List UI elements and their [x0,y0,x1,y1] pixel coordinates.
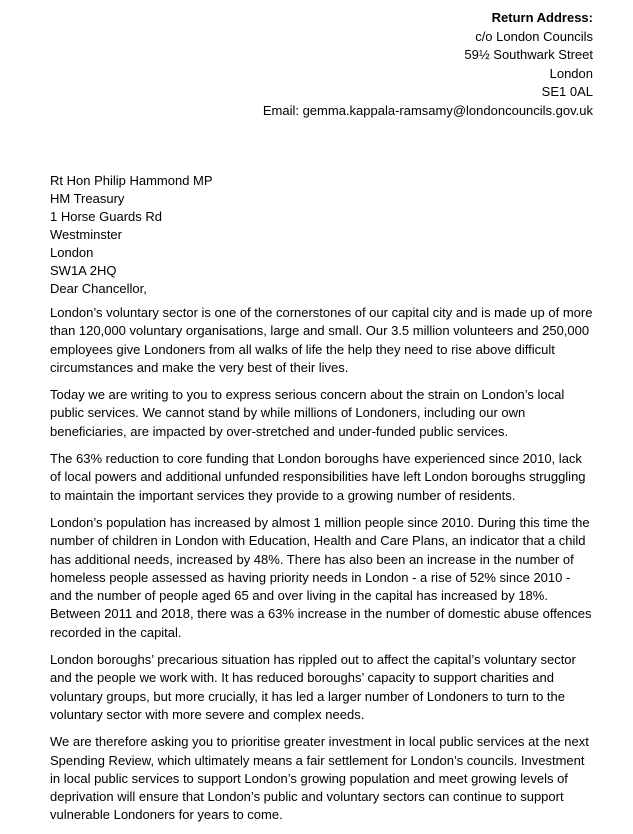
body-paragraph: London’s voluntary sector is one of the cornerstones of our capital city and is made up of more than 120,000 voluntary organisations, large and small. Our 3.5 million volunteers and 250,000 employees give Londoners from all walks of life the help they need to rise above difficult circumstances and make the very best of their lives. [50,305,593,375]
recipient-line: Westminster [50,227,122,242]
body-paragraph: The 63% reduction to core funding that London boroughs have experienced since 2010, lack of local powers and additional unfunded responsibilities have left London boroughs struggling to maintain the important services they provide to a growing number of residents. [50,451,586,503]
return-address-postcode: SE1 0AL [541,84,593,100]
recipient-line: HM Treasury [50,191,125,206]
recipient-name: Rt Hon Philip Hammond MP [50,173,213,188]
body-paragraph: London boroughs’ precarious situation has rippled out to affect the capital’s voluntary sector and the people we work with. It has reduced boroughs’ capacity to support charities and voluntary groups, but more crucially, it has led a larger number of Londoners to turn to the voluntary sector with more severe and complex needs. [50,652,576,722]
recipient-address-block [50,172,213,280]
return-address-line: 59½ Southwark Street [464,47,593,63]
salutation: Dear Chancellor, [50,281,147,296]
recipient-postcode: SW1A 2HQ [50,263,117,278]
body-paragraph: London’s population has increased by almost 1 million people since 2010. During this time the number of children in London with Education, Health and Care Plans, an indicator that a child has additional needs, increased by 48%. There has also been an increase in the number of homeless people assessed as having priority needs in London - a rise of 52% since 2010 - and the number of people aged 65 and over living in the capital has increased by 18%. Between 2011 and 2018, there was a 63% increase in the number of domestic abuse offences recorded in the capital. [50,514,592,640]
return-address-line: London [549,65,593,81]
recipient-line: 1 Horse Guards Rd [50,209,162,224]
return-address-block [263,9,593,121]
return-address-heading: Return Address: [491,10,593,25]
letter-body [50,304,595,834]
body-paragraph: Today we are writing to you to express serious concern about the strain on London’s local public services. We cannot stand by while millions of Londoners, including our own beneficiaries, are impacted by over-stretched and under-funded public services. [50,387,565,439]
return-address-line: c/o London Councils [475,28,593,44]
recipient-line: London [50,245,94,260]
return-address-email: Email: gemma.kappala-ramsamy@londoncouncils.gov.uk [262,102,593,118]
body-paragraph: We are therefore asking you to prioritise greater investment in local public services at the next Spending Review, which ultimately means a fair settlement for London’s councils. Investment in local public services to support London’s growing population and meet growing levels of deprivation will ensure that London’s public and voluntary sectors can continue to support vulnerable Londoners for years to come. [50,734,589,823]
